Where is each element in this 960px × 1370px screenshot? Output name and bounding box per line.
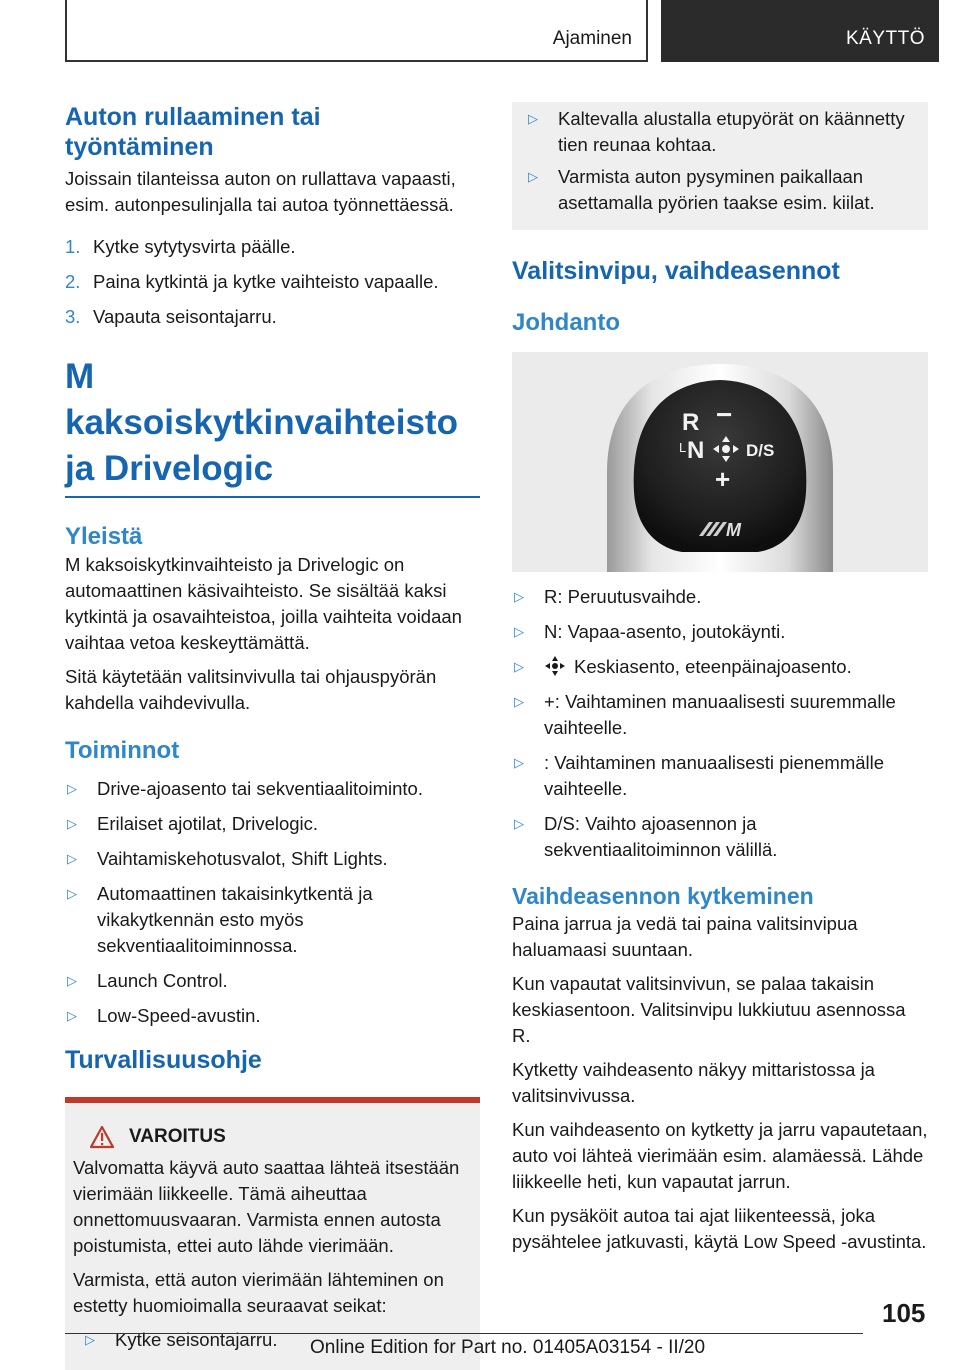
header-section: KÄYTTÖ: [845, 28, 925, 49]
header-section-box: [661, 0, 939, 62]
list-item: ▷ Keskiasento, eteenpäinajoasento.: [512, 654, 928, 680]
bullet-triangle-icon: ▷: [67, 781, 77, 796]
bullet-triangle-icon: ▷: [67, 886, 77, 901]
bullet-triangle-icon: ▷: [514, 816, 524, 831]
engaging-p1: Paina jarrua ja vedä tai paina valitsinvipua haluamaasi suuntaan.: [512, 913, 858, 960]
warning-header: [89, 1125, 472, 1149]
page-number: 105: [882, 1298, 926, 1328]
step-item: 2. Paina kytkintä ja kytke vaihteisto vapaalle.: [65, 271, 439, 292]
bullet-triangle-icon: ▷: [514, 755, 524, 770]
header-chapter-box: [65, 0, 648, 62]
list-item: ▷ D/S: Vaihto ajoasennon ja sekventiaalitoiminnon välillä.: [512, 811, 928, 863]
list-item: ▷ Vaihtamiskehotusvalot, Shift Lights.: [65, 846, 480, 872]
intro-title: Johdanto: [512, 309, 620, 336]
engaging-p5: Kun pysäköit autoa tai ajat liikenteessä, joka pysähtelee jatkuvasti, käytä Low Speed -avustinta.: [512, 1205, 927, 1252]
gear-knob-illustration: [512, 352, 928, 572]
knob-l-label: L: [679, 440, 687, 455]
knob-n-label: N: [687, 437, 705, 464]
warning-triangle-icon: [89, 1125, 115, 1149]
warning-p1: Valvomatta käyvä auto saattaa lähteä itsestään vierimään liikkeelle. Tämä aiheuttaa onnettomuusvaaran. Varmista ennen autosta poistumista, ettei auto lähde vierimään.: [73, 1157, 460, 1256]
center-position-icon: [544, 654, 574, 680]
knob-r-label: R: [682, 409, 700, 436]
header-chapter: Ajaminen: [552, 28, 632, 49]
footer-edition: Online Edition for Part no. 01405A03154 - II/20: [310, 1337, 706, 1358]
general-p1: M kaksoiskytkinvaihteisto ja Drivelogic on automaattinen käsivaihteisto. Se sisältää kaksi kytkintä ja osavaihteistoa, joilla vaihteita voidaan vaihtaa vetoa keskeyttämättä.: [65, 554, 462, 653]
bullet-triangle-icon: ▷: [67, 973, 77, 988]
footer-divider: [65, 1333, 863, 1334]
engaging-p3: Kytketty vaihdeasento näkyy mittaristossa ja valitsinvivussa.: [512, 1059, 875, 1106]
list-item: ▷ Kytke seisontajarru.: [83, 1327, 472, 1353]
bullet-triangle-icon: ▷: [528, 169, 538, 184]
functions-title: Toiminnot: [65, 737, 180, 764]
main-title: M kaksoiskytkinvaihteisto ja Drivelogic: [65, 354, 480, 498]
knob-ds-label: D/S: [746, 441, 775, 460]
selector-title: Valitsinvipu, vaihdeasennot: [512, 257, 840, 285]
rolling-title: Auton rullaaminen tai työntäminen: [65, 103, 321, 161]
bullet-triangle-icon: ▷: [514, 694, 524, 709]
knob-plus-label: +: [715, 464, 731, 494]
rolling-intro: Joissain tilanteissa auton on rullattava vapaasti, esim. autonpesulinjalla tai autoa työnnettäessä.: [65, 168, 456, 215]
general-title: Yleistä: [65, 523, 143, 550]
list-item: ▷ Automaattinen takaisinkytkentä ja vikakytkennän esto myös sekventiaalitoiminnossa.: [65, 881, 480, 959]
bullet-triangle-icon: ▷: [528, 111, 538, 126]
rolling-steps: [65, 234, 480, 330]
engaging-p2: Kun vapautat valitsinvivun, se palaa takaisin keskiasentoon. Valitsinvipu lukkiutuu asennossa R.: [512, 973, 906, 1046]
bullet-triangle-icon: ▷: [67, 816, 77, 831]
functions-list: [65, 776, 480, 1029]
general-p2: Sitä käytetään valitsinvivulla tai ohjauspyörän kahdella vaihdevivulla.: [65, 666, 437, 713]
warning-p2: Varmista, että auton vierimään lähteminen on estetty huomioimalla seuraavat seikat:: [73, 1269, 444, 1316]
left-column: [65, 102, 480, 1370]
safety-title: Turvallisuusohje: [65, 1046, 262, 1074]
warning-label: VAROITUS: [129, 1126, 226, 1147]
right-column: [512, 102, 928, 1255]
step-item: 1. Kytke sytytysvirta päälle.: [65, 236, 296, 257]
step-item: 3. Vapauta seisontajarru.: [65, 306, 277, 327]
list-item: ▷ Launch Control.: [65, 968, 480, 994]
engaging-title: Vaihdeasennon kytkeminen: [512, 883, 814, 909]
bullet-triangle-icon: ▷: [85, 1332, 95, 1347]
gear-selector-image: [512, 352, 928, 572]
continued-list: [526, 106, 918, 216]
list-item: ▷ Kaltevalla alustalla etupyörät on käännetty tien reunaa kohtaa.: [526, 106, 918, 158]
list-item: ▷ Drive-ajoasento tai sekventiaalitoiminto.: [65, 776, 480, 802]
bullet-triangle-icon: ▷: [514, 589, 524, 604]
bullet-triangle-icon: ▷: [67, 851, 77, 866]
list-item: ▷ : Vaihtaminen manuaalisesti pienemmälle vaihteelle.: [512, 750, 928, 802]
knob-minus-label: −: [716, 399, 733, 430]
list-item: ▷ Erilaiset ajotilat, Drivelogic.: [65, 811, 480, 837]
list-item: ▷ Low-Speed-avustin.: [65, 1003, 480, 1029]
engaging-p4: Kun vaihdeasento on kytketty ja jarru vapautetaan, auto voi lähteä vierimään esim. alamäessä. Lähde liikkeelle heti, kun vapautat jarrun.: [512, 1119, 928, 1192]
knob-m-logo-text: M: [726, 520, 741, 540]
selector-positions-list: [512, 584, 928, 863]
list-item: ▷ N: Vapaa-asento, joutokäynti.: [512, 619, 928, 645]
bullet-triangle-icon: ▷: [67, 1008, 77, 1023]
bullet-triangle-icon: ▷: [514, 624, 524, 639]
continued-warning-box: [512, 102, 928, 230]
bullet-triangle-icon: ▷: [514, 659, 524, 674]
list-item: ▷ Varmista auton pysyminen paikallaan asettamalla pyörien taakse esim. kiilat.: [526, 164, 918, 216]
list-item: ▷ R: Peruutusvaihde.: [512, 584, 928, 610]
list-item: ▷ +: Vaihtaminen manuaalisesti suuremmalle vaihteelle.: [512, 689, 928, 741]
warning-box: [65, 1097, 480, 1370]
